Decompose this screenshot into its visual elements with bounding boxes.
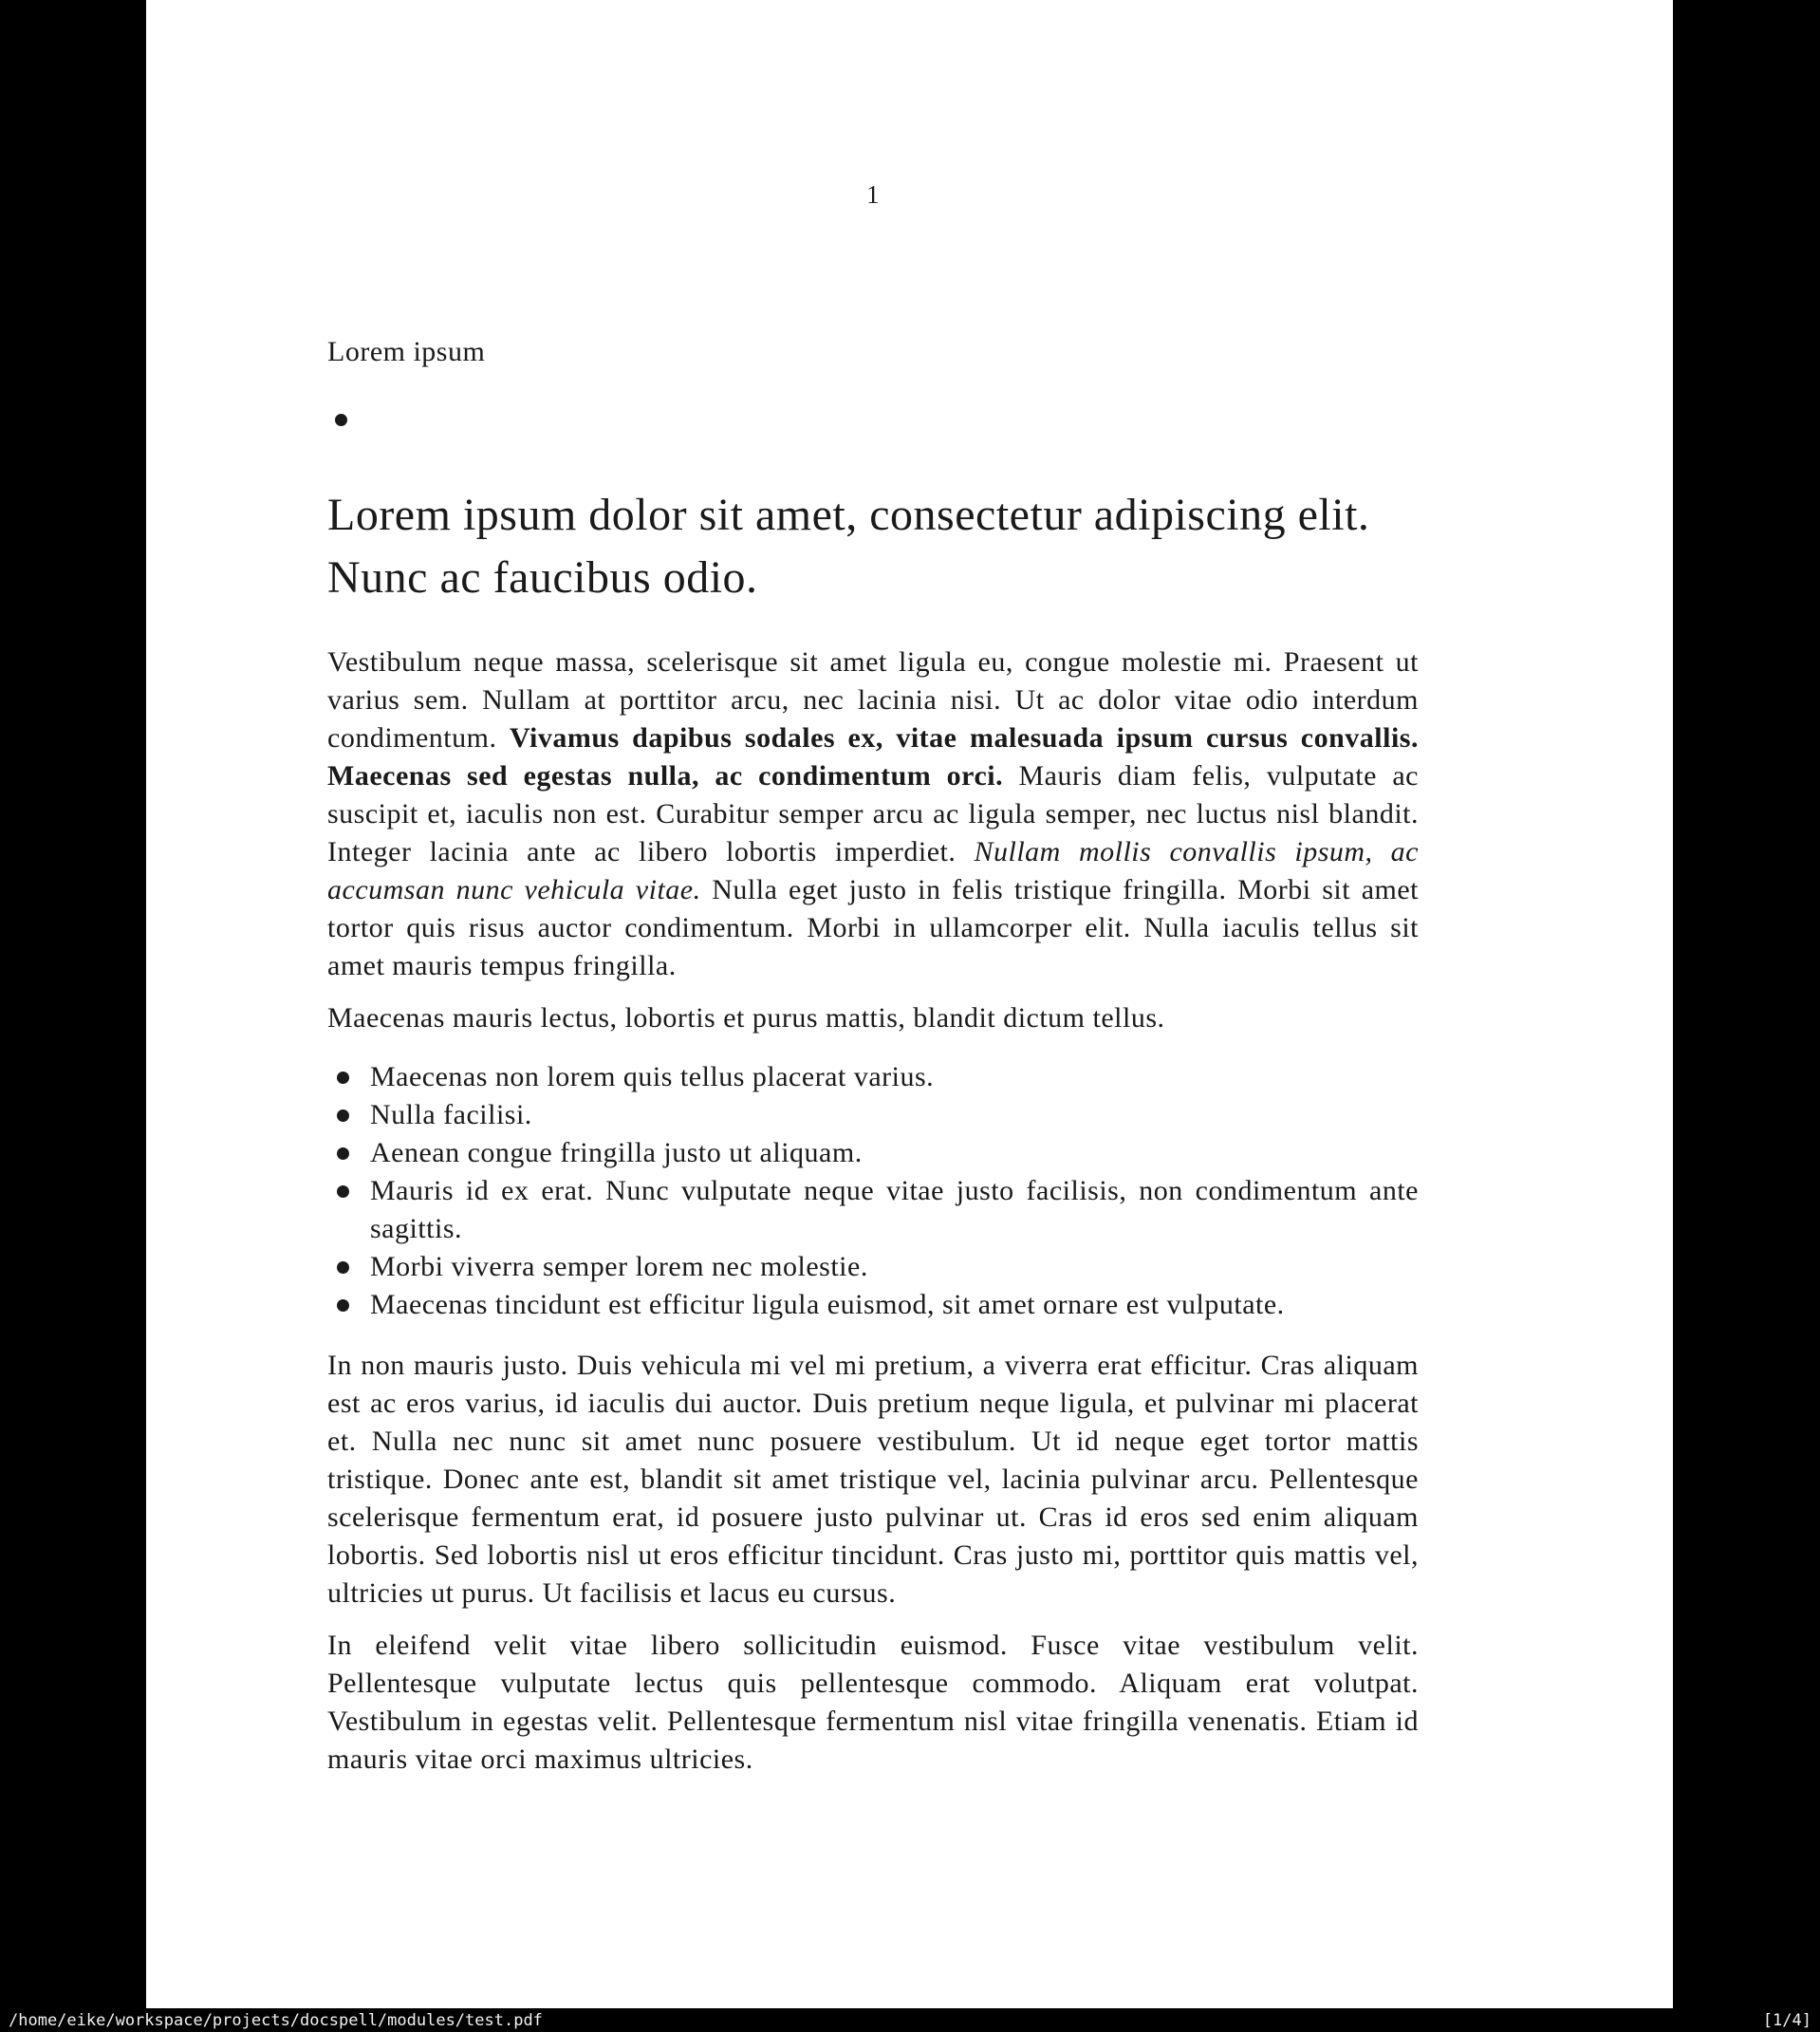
- list-item: [327, 1172, 1419, 1248]
- paragraph-3: In non mauris justo. Duis vehicula mi vel mi pretium, a viverra erat efficitur. Cras aliquam est ac eros varius, id iaculis dui auctor. Duis pretium neque ligula, et pulvinar mi placerat et. Nulla nec nunc sit amet nunc posuere vestibulum. Ut id neque eget tortor mattis tristique. Donec ante est, blandit sit amet tristique vel, lacinia pulvinar arcu. Pellentesque scelerisque fermentum erat, id posuere justo pulvinar ut. Cras id eros sed enim aliquam lobortis. Sed lobortis nisl ut eros efficitur tincidunt. Cras justo mi, porttitor quis mattis vel, ultricies ut purus. Ut facilisis et lacus eu cursus.: [327, 1350, 1419, 1609]
- empty-list-item: [327, 410, 1419, 429]
- list-item: [327, 1248, 1419, 1286]
- bullet-icon: [337, 1147, 349, 1160]
- bullet-icon: [337, 1109, 349, 1122]
- paragraph-1-text-b: Mauris diam felis, vulputate ac suscipit et, iaculis non est. Curabitur semper arcu ac ligula semper, nec luctus nisl blandit. Integer lacinia ante ac libero lobortis imperdiet.: [327, 760, 1419, 867]
- list-item: [327, 1096, 1419, 1134]
- paragraph-2: Maecenas mauris lectus, lobortis et purus mattis, blandit dictum tellus.: [327, 1002, 1165, 1034]
- list-item: [327, 1058, 1419, 1096]
- page-indicator: [1/4]: [1762, 2010, 1811, 2030]
- bullet-icon: [337, 1072, 349, 1084]
- list-item: [327, 1134, 1419, 1172]
- page-number: 1: [866, 180, 880, 209]
- list-item: [327, 1286, 1419, 1324]
- list-item-text: Mauris id ex erat. Nunc vulputate neque vitae justo facilisis, non condimentum ante sagittis.: [370, 1175, 1419, 1244]
- paragraph-1-bold-text: Vivamus dapibus sodales ex, vitae malesuada ipsum cursus convallis. Maecenas sed egestas nulla, ac condimentum orci.: [327, 722, 1419, 792]
- list-item-text: Morbi viverra semper lorem nec molestie.: [370, 1251, 868, 1282]
- bullet-icon: [337, 1299, 349, 1312]
- paragraph-1-text-a: Vestibulum neque massa, scelerisque sit amet ligula eu, congue molestie mi. Praesent ut varius sem. Nullam at porttitor arcu, nec lacinia nisi. Ut ac dolor vitae odio interdum condimentum.: [327, 646, 1419, 754]
- section-heading: Lorem ipsum dolor sit amet, consectetur adipiscing elit. Nunc ac faucibus odio.: [327, 490, 1370, 603]
- list-item-text: Maecenas non lorem quis tellus placerat varius.: [370, 1061, 935, 1092]
- bullet-list: [327, 1058, 1419, 1324]
- paragraph-1-italic-text: Nullam mollis convallis ipsum, ac accumsan nunc vehicula vitae.: [327, 836, 1419, 905]
- list-item-text: Nulla facilisi.: [370, 1099, 532, 1130]
- file-path: /home/eike/workspace/projects/docspell/modules/test.pdf: [9, 2010, 543, 2030]
- status-bar: [0, 2008, 1820, 2032]
- list-item-text: Maecenas tincidunt est efficitur ligula euismod, sit amet ornare est vulputate.: [370, 1289, 1285, 1320]
- bullet-icon: [337, 1261, 349, 1274]
- bullet-icon: [337, 1185, 349, 1198]
- intro-line: Lorem ipsum: [327, 336, 486, 367]
- bullet-icon: [335, 414, 347, 426]
- paragraph-1: [327, 643, 1419, 985]
- paragraph-4: In eleifend velit vitae libero sollicitudin euismod. Fusce vitae vestibulum velit. Pellentesque vulputate lectus quis pellentesque commodo. Aliquam erat volutpat. Vestibulum in egestas velit. Pellentesque fermentum nisl vitae fringilla venenatis. Etiam id mauris vitae orci maximus ultricies.: [327, 1630, 1419, 1775]
- paragraph-1-text-c: Nulla eget justo in felis tristique fringilla. Morbi sit amet tortor quis risus auctor condimentum. Morbi in ullamcorper elit. Nulla iaculis tellus sit amet mauris tempus fringilla.: [327, 874, 1419, 981]
- page-content: [327, 0, 1419, 1779]
- document-page[interactable]: [146, 0, 1673, 2008]
- list-item-text: Aenean congue fringilla justo ut aliquam.: [370, 1137, 863, 1168]
